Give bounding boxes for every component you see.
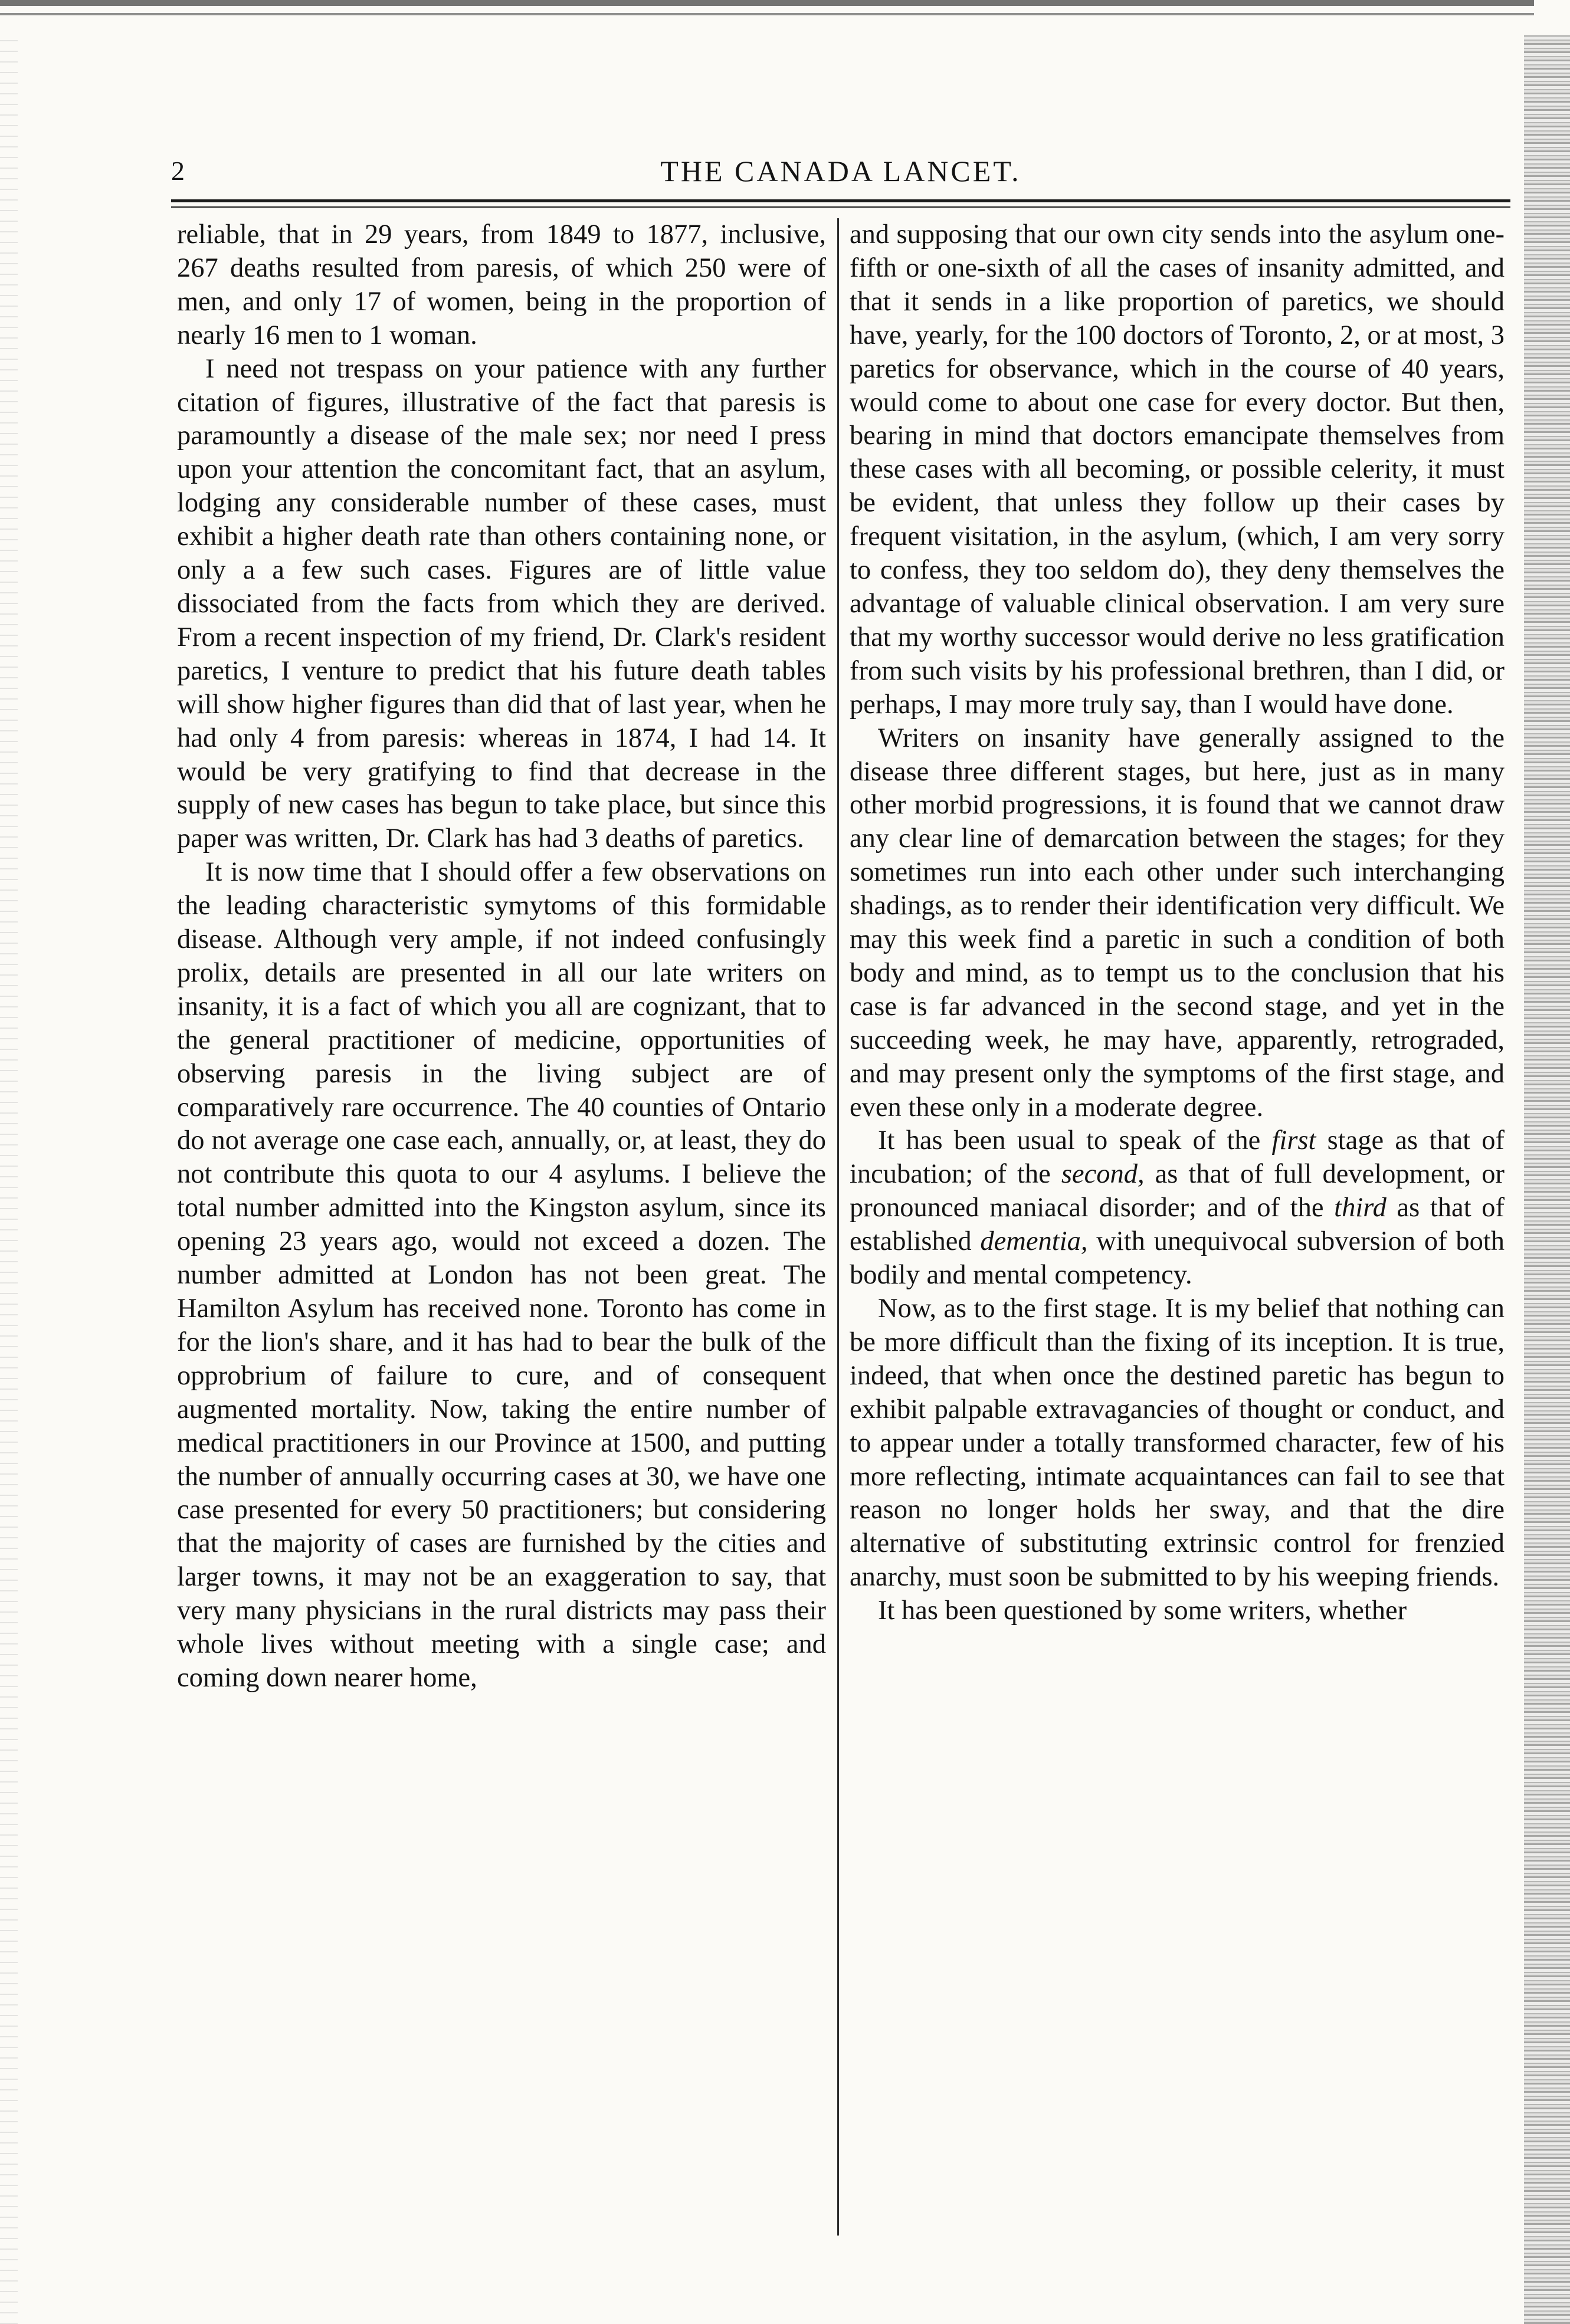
text-run: as that of full development, or pronounced maniacal disorder; and of the xyxy=(850,1159,1505,1223)
paragraph: Now, as to the first stage. It is my belief that nothing can be more difficult than the fixing of its inception. It is true, indeed, that when once the destined paretic has begun to exhibit palpable extravagancies of thought or conduct, and to appear under a totally transformed character, few of his more reflecting, intimate acquaintances can fail to see that reason no longer holds her sway, and that the dire alternative of substituting extrinsic control for frenzied anarchy, must soon be submitted to by his weeping friends. xyxy=(850,1294,1505,1593)
paragraph: reliable, that in 29 years, from 1849 to 1877, inclusive, 267 deaths resulted from paresis, of which 250 were of men, and only 17 of women, being in the proportion of nearly 16 men to 1 woman. xyxy=(177,219,826,350)
text-run: as that of established xyxy=(850,1193,1505,1257)
paragraph: It has been questioned by some writers, whether xyxy=(878,1596,1407,1626)
header-rule-thick xyxy=(171,199,1510,202)
paragraph: It is now time that I should offer a few observations on the leading characteristic symytoms of this formidable disease. Although very ample, if not indeed confusingly prolix, details are presented in all our late writers on insanity, it is a fact of which you all are cognizant, that to the general practitioner of medicine, opportunities of observing paresis in the living subject are of comparatively rare occurrence. The 40 counties of Ontario do not average one case each, annually, or, at least, they do not contribute this quota to our 4 asylums. I believe the total number admitted into the Kingston asylum, since its opening 23 years ago, would not exceed a dozen. The number admitted at London has not been great. The Hamilton Asylum has received none. Toronto has come in for the lion's share, and it has had to bear the bulk of the opprobrium of failure to cure, and of consequent augmented mortality. Now, taking the entire number of medical practitioners in our Province at 1500, and putting the number of annually occurring cases at 30, we have one case presented for every 50 practitioners; but considering that the majority of cases are furnished by the cities and larger towns, it may not be an exaggeration to say, that very many physicians in the rural districts may pass their whole lives without meeting with a single case; and coming down nearer home, xyxy=(177,857,826,1693)
scan-right-edge xyxy=(1524,35,1570,2324)
emphasis-third: third xyxy=(1334,1193,1387,1223)
text-run: with unequivocal subversion of both bodily and mental competency. xyxy=(850,1226,1505,1291)
emphasis-second: second, xyxy=(1061,1159,1145,1190)
page-number: 2 xyxy=(171,156,185,186)
scan-top-border xyxy=(0,0,1534,25)
scan-left-edge xyxy=(0,35,18,2324)
column-divider xyxy=(837,218,839,2236)
paragraph: Writers on insanity have generally assigned to the disease three different stages, but here, just as in many other morbid progressions, it is found that we cannot draw any clear line of demarcation between the stages; for they sometimes run into each other under such interchanging shadings, as to render their identification very difficult. We may this week find a paretic in such a condition of both body and mind, as to tempt us to the conclusion that his case is far advanced in the second stage, and yet in the succeeding week, he may have, apparently, retrograded, and may present only the symptoms of the first stage, and even these only in a moderate degree. xyxy=(850,723,1505,1122)
emphasis-first: first xyxy=(1271,1125,1316,1156)
text-run: stage as that of incubation; of the xyxy=(850,1125,1505,1190)
paragraph: and supposing that our own city sends into the asylum one-fifth or one-sixth of all the cases of insanity admitted, and that it sends in a like proportion of paretics, we should have, yearly, for the 100 doctors of Toronto, 2, or at most, 3 paretics for observance, which in the course of 40 years, would come to about one case for every doctor. But then, bearing in mind that doctors emancipate themselves from these cases with all becoming, or possible celerity, it must be evident, that unless they follow up their cases by frequent visitation, in the asylum, (which, I am very sorry to confess, they too seldom do), they deny themselves the advantage of valuable clinical observation. I am very sure that my worthy successor would derive no less gratification from such visits by his professional brethren, than I did, or perhaps, I may more truly say, than I would have done. xyxy=(850,219,1505,720)
paragraph: I need not trespass on your patience with any further citation of figures, illustrative of the fact that paresis is paramountly a disease of the male sex; nor need I press upon your attention the concomitant fact, that an asylum, lodging any considerable number of these cases, must exhibit a higher death rate than others containing none, or only a a few such cases. Figures are of little value dissociated from the facts from which they are derived. From a recent inspection of my friend, Dr. Clark's resident paretics, I venture to predict that his future death tables will show higher figures than did that of last year, when he had only 4 from paresis: whereas in 1874, I had 14. It would be very gratifying to find that decrease in the supply of new cases has begun to take place, but since this paper was written, Dr. Clark has had 3 deaths of paretics. xyxy=(177,353,826,854)
header-rule-thin xyxy=(171,206,1510,208)
page-header xyxy=(171,150,1510,192)
paragraph xyxy=(850,1124,1505,1292)
emphasis-dementia: dementia, xyxy=(980,1226,1088,1257)
text-run: It has been usual to speak of the xyxy=(878,1125,1261,1156)
journal-title: THE CANADA LANCET. xyxy=(660,155,1021,188)
left-column xyxy=(177,218,826,2253)
right-column xyxy=(850,218,1505,2253)
